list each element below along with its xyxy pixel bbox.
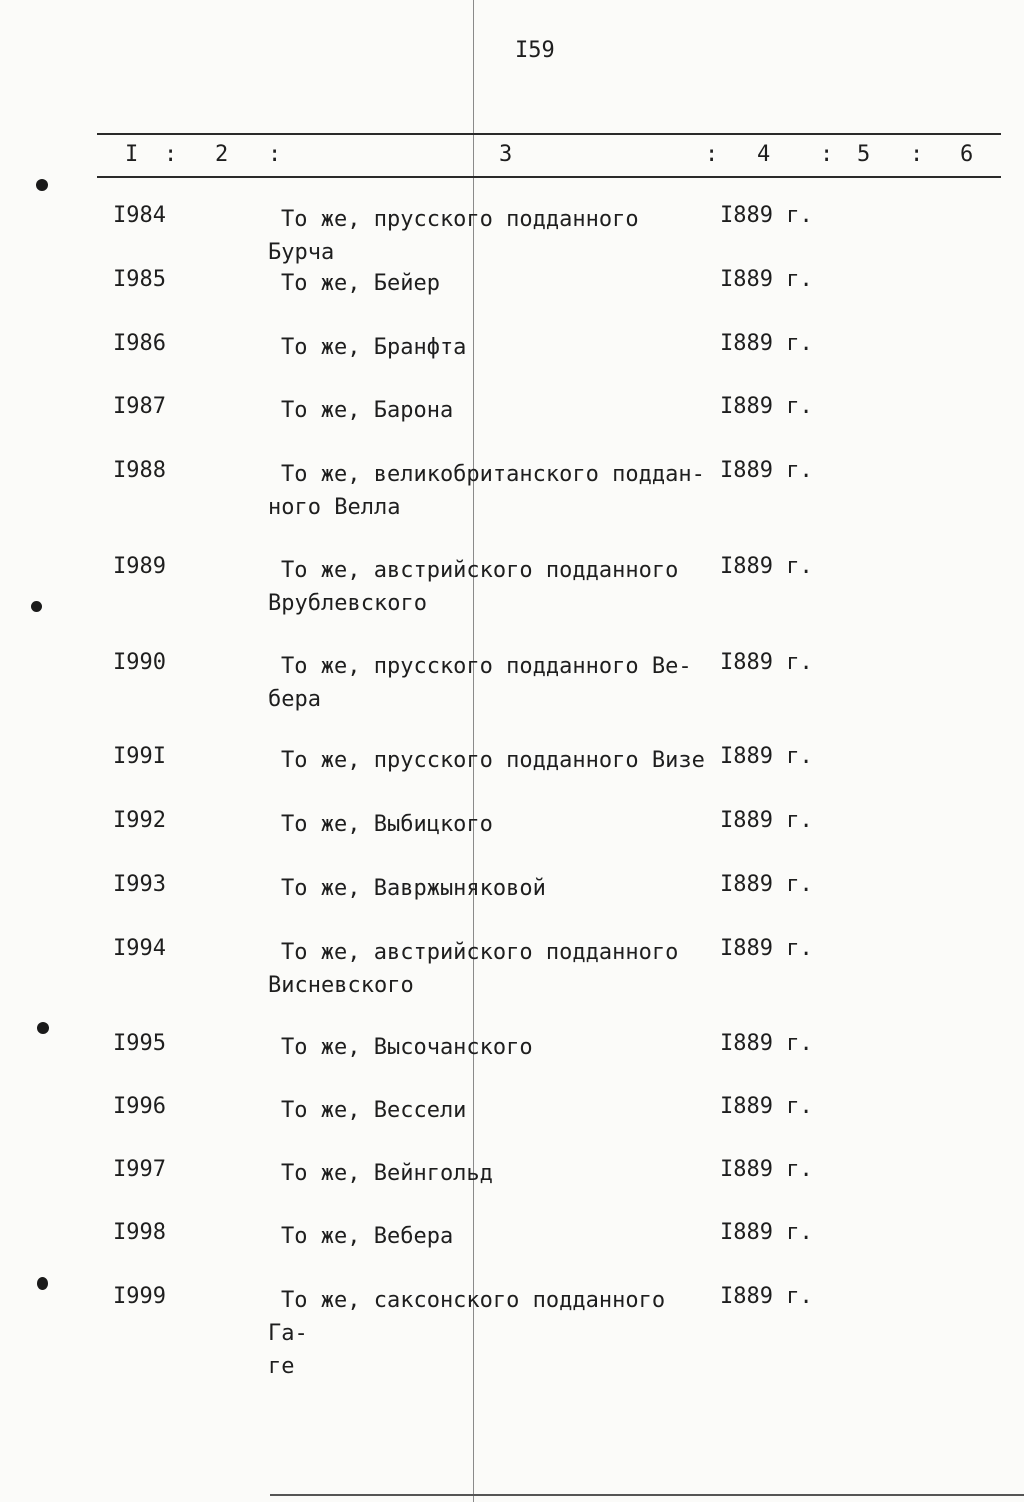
- entry-description-line: [268, 744, 713, 777]
- entry-description: [268, 1220, 713, 1253]
- entry-description-line: [268, 554, 713, 587]
- entry-description-line: [268, 650, 713, 683]
- entry-date: I889 г.: [720, 203, 813, 228]
- entry-description-text: То же, прусского подданного Ве-: [281, 654, 692, 679]
- entry-number: I989: [113, 554, 166, 579]
- column-header-6: 6: [960, 142, 974, 167]
- scan-speck: [36, 179, 48, 191]
- entry-number: I990: [113, 650, 166, 675]
- entry-description-line: [268, 491, 713, 524]
- entry-number: I996: [113, 1094, 166, 1119]
- entry-date: I889 г.: [720, 1031, 813, 1056]
- entry-description-line: [268, 808, 713, 841]
- entry-description: [268, 1031, 713, 1064]
- entry-description-text: То же, Барона: [281, 398, 454, 423]
- entry-description: [268, 650, 713, 716]
- entry-description-text: То же, великобританского поддан-: [281, 462, 705, 487]
- entry-description-line: [268, 872, 713, 905]
- entry-description-text: То же, Высочанского: [281, 1035, 533, 1060]
- column-separator: :: [164, 142, 178, 167]
- scan-speck: [37, 1022, 49, 1034]
- entry-description-text: То же, австрийского подданного: [281, 940, 679, 965]
- entry-number: I997: [113, 1157, 166, 1182]
- scan-speck: [37, 1277, 48, 1290]
- entry-date: I889 г.: [720, 1220, 813, 1245]
- column-header-5: 5: [857, 142, 871, 167]
- entry-description-text: бера: [268, 687, 321, 712]
- entry-description: [268, 331, 713, 364]
- entry-description-text: То же, австрийского подданного: [281, 558, 679, 583]
- header-bottom-rule: [97, 176, 1001, 178]
- entry-date: I889 г.: [720, 1284, 813, 1309]
- entry-description-text: То же, Вебера: [281, 1224, 454, 1249]
- entry-description-line: [268, 1350, 713, 1383]
- entry-description: [268, 394, 713, 427]
- entry-description: [268, 203, 713, 269]
- entry-description-text: Врублевского: [268, 591, 427, 616]
- entry-description: [268, 872, 713, 905]
- entry-number: I992: [113, 808, 166, 833]
- entry-date: I889 г.: [720, 650, 813, 675]
- column-separator: :: [705, 142, 719, 167]
- entry-description: [268, 267, 713, 300]
- entry-description-text: Висневского: [268, 973, 414, 998]
- entry-description-line: [268, 331, 713, 364]
- entry-date: I889 г.: [720, 744, 813, 769]
- entry-description: [268, 936, 713, 1002]
- entry-description-line: [268, 587, 713, 620]
- entry-number: I99I: [113, 744, 166, 769]
- column-header-1: I: [125, 142, 139, 167]
- entry-description-line: [268, 936, 713, 969]
- column-header-3: 3: [499, 142, 513, 167]
- entry-date: I889 г.: [720, 872, 813, 897]
- entry-number: I994: [113, 936, 166, 961]
- entry-date: I889 г.: [720, 1094, 813, 1119]
- entry-number: I993: [113, 872, 166, 897]
- entry-description: [268, 458, 713, 524]
- entry-description-text: То же, Вавржыняковой: [281, 876, 546, 901]
- entry-description: [268, 808, 713, 841]
- entry-date: I889 г.: [720, 394, 813, 419]
- entry-number: I988: [113, 458, 166, 483]
- entry-description-text: ге: [268, 1354, 295, 1379]
- entry-description: [268, 744, 713, 777]
- entry-description-line: [268, 394, 713, 427]
- entry-date: I889 г.: [720, 1157, 813, 1182]
- entry-description: [268, 1094, 713, 1127]
- entry-description-text: То же, Вессели: [281, 1098, 467, 1123]
- entry-description-text: То же, прусского подданного Бурча: [268, 207, 639, 265]
- entry-description: [268, 1157, 713, 1190]
- entry-description: [268, 1284, 713, 1383]
- entry-description-text: То же, Бейер: [281, 271, 440, 296]
- entry-description-text: ного Велла: [268, 495, 401, 520]
- entry-number: I986: [113, 331, 166, 356]
- entry-date: I889 г.: [720, 458, 813, 483]
- column-header-2: 2: [215, 142, 229, 167]
- column-separator: :: [820, 142, 834, 167]
- entry-description-line: [268, 1157, 713, 1190]
- entry-description-line: [268, 683, 713, 716]
- column-separator: :: [268, 142, 282, 167]
- column-header-row: [0, 142, 1024, 172]
- entry-description-line: [268, 1094, 713, 1127]
- entry-description-text: То же, прусского подданного Визе: [281, 748, 705, 773]
- entry-number: I985: [113, 267, 166, 292]
- entry-description-line: [268, 969, 713, 1002]
- entry-description-line: [268, 1031, 713, 1064]
- entry-number: I999: [113, 1284, 166, 1309]
- entry-date: I889 г.: [720, 267, 813, 292]
- column-separator: :: [910, 142, 924, 167]
- entry-description-line: [268, 458, 713, 491]
- entry-description-text: То же, саксонского подданного Га-: [268, 1288, 666, 1346]
- entry-number: I998: [113, 1220, 166, 1245]
- entry-description-line: [268, 203, 713, 269]
- entry-description: [268, 554, 713, 620]
- entry-description-text: То же, Вейнгольд: [281, 1161, 493, 1186]
- entry-description-text: То же, Бранфта: [281, 335, 467, 360]
- entry-description-text: То же, Выбицкого: [281, 812, 493, 837]
- entry-date: I889 г.: [720, 936, 813, 961]
- entry-description-line: [268, 1284, 713, 1350]
- entry-description-line: [268, 1220, 713, 1253]
- entry-number: I987: [113, 394, 166, 419]
- entry-date: I889 г.: [720, 808, 813, 833]
- entry-number: I995: [113, 1031, 166, 1056]
- entry-number: I984: [113, 203, 166, 228]
- entry-date: I889 г.: [720, 554, 813, 579]
- column-header-4: 4: [757, 142, 771, 167]
- header-top-rule: [97, 133, 1001, 135]
- entry-description-line: [268, 267, 713, 300]
- scan-speck: [31, 601, 42, 612]
- page-number: I59: [515, 38, 555, 63]
- entry-date: I889 г.: [720, 331, 813, 356]
- page-bottom-edge: [270, 1494, 1024, 1496]
